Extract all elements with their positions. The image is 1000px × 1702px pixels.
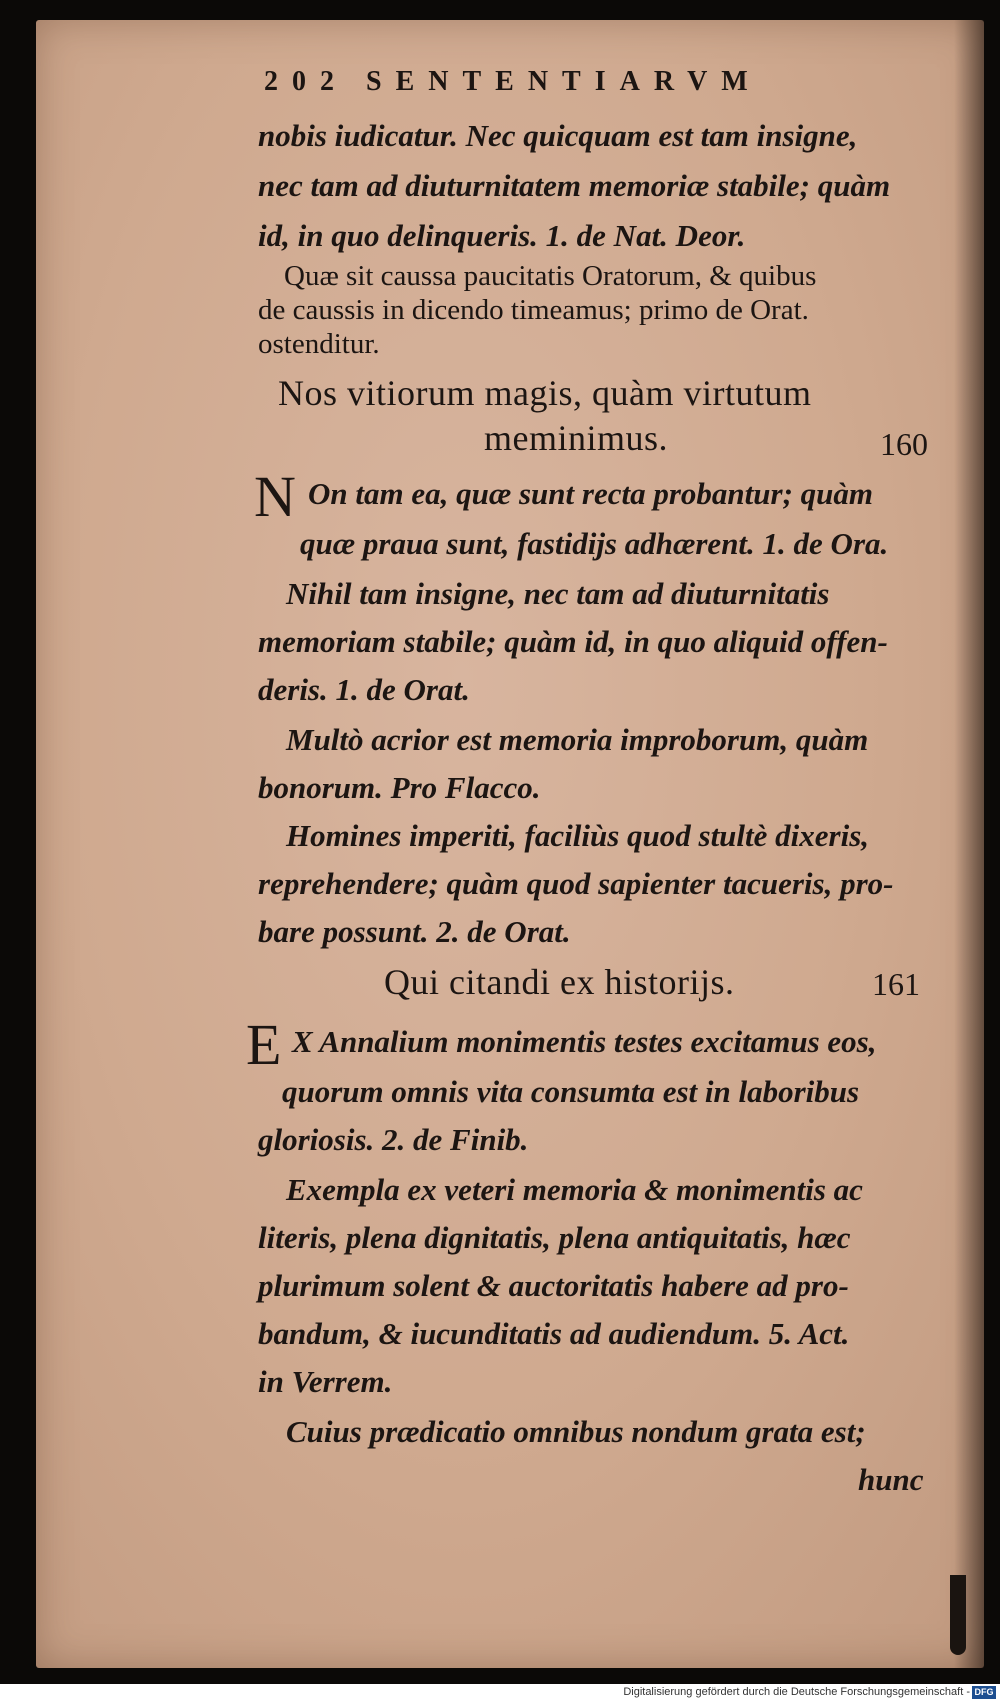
text-line: Homines imperiti, faciliùs quod stultè dixeris,	[286, 818, 870, 853]
text-line: Quæ sit caussa paucitatis Oratorum, & quibus	[284, 260, 817, 292]
text-line: bare possunt. 2. de Orat.	[258, 914, 571, 949]
text-line: de caussis in dicendo timeamus; primo de Orat.	[258, 294, 809, 326]
text-line: ostenditur.	[258, 328, 380, 360]
text-line: On tam ea, quæ sunt recta probantur; quàm	[308, 476, 873, 511]
drop-cap-n: N	[254, 464, 296, 529]
text-line: plurimum solent & auctoritatis habere ad pro-	[258, 1268, 849, 1303]
text-line: Multò acrior est memoria improborum, quàm	[286, 722, 869, 757]
dfg-logo: DFG	[972, 1686, 996, 1699]
text-line: literis, plena dignitatis, plena antiquitatis, hæc	[258, 1220, 851, 1255]
text-line: nobis iudicatur. Nec quicquam est tam insigne,	[258, 118, 858, 153]
text-line: quæ praua sunt, fastidijs adhærent. 1. de Ora.	[300, 526, 889, 561]
section-heading-160-cont: meminimus.	[484, 418, 668, 458]
running-head-title: SENTENTIARVM	[366, 66, 762, 97]
text-line: reprehendere; quàm quod sapienter tacueris, pro-	[258, 866, 894, 901]
book-page	[36, 20, 984, 1668]
section-number-161: 161	[872, 966, 920, 1002]
text-line: deris. 1. de Orat.	[258, 672, 470, 707]
digitization-credit: Digitalisierung gefördert durch die Deutsche Forschungsgemeinschaft -	[623, 1686, 970, 1698]
page-edge-curl	[950, 1575, 966, 1655]
page-number: 202	[264, 66, 348, 97]
section-number-160: 160	[880, 426, 928, 462]
section-heading-161: Qui citandi ex historijs.	[384, 962, 735, 1002]
text-line: bonorum. Pro Flacco.	[258, 770, 541, 805]
section-heading-160: Nos vitiorum magis, quàm virtutum	[278, 373, 812, 413]
catchword: hunc	[858, 1462, 924, 1497]
text-line: X Annalium monimentis testes excitamus eos,	[292, 1024, 877, 1059]
drop-cap-e: E	[246, 1012, 282, 1077]
text-line: id, in quo delinqueris. 1. de Nat. Deor.	[258, 218, 746, 253]
text-line: gloriosis. 2. de Finib.	[258, 1122, 529, 1157]
page-spine-shadow	[954, 20, 984, 1668]
text-line: nec tam ad diuturnitatem memoriæ stabile; quàm	[258, 168, 891, 203]
text-line: in Verrem.	[258, 1364, 393, 1399]
text-line: Cuius prædicatio omnibus nondum grata est;	[286, 1414, 866, 1449]
text-line: Nihil tam insigne, nec tam ad diuturnitatis	[286, 576, 830, 611]
text-line: bandum, & iucunditatis ad audiendum. 5. Act.	[258, 1316, 850, 1351]
text-line: quorum omnis vita consumta est in laboribus	[282, 1074, 860, 1109]
text-line: Exempla ex veteri memoria & monimentis ac	[286, 1172, 863, 1207]
text-line: memoriam stabile; quàm id, in quo aliquid offen-	[258, 624, 888, 659]
